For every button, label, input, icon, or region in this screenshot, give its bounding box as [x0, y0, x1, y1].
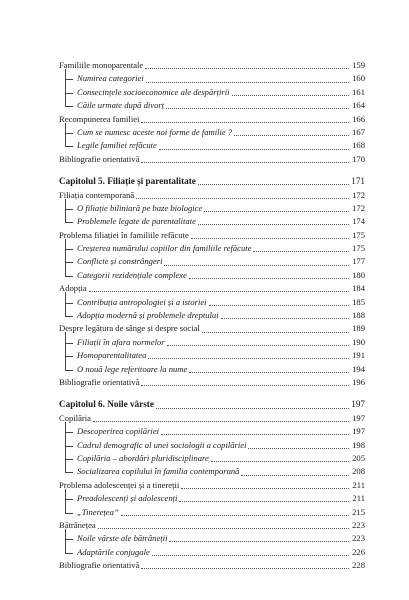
tree-tick	[65, 459, 73, 460]
toc-page-number: 228	[352, 560, 365, 571]
toc-section-entry[interactable]	[59, 113, 365, 126]
tree-tick	[65, 472, 73, 473]
toc-entry-title: Filiații în afara normelor	[77, 336, 165, 347]
toc-subsection-entry[interactable]	[59, 72, 365, 85]
tree-tick	[65, 539, 73, 540]
dot-leader	[141, 568, 349, 569]
toc-subsection-entry[interactable]	[59, 309, 365, 322]
toc-entry-title: Consecințele socioeconomice ale despărțirii	[77, 86, 230, 97]
toc-entry-title: Adopția	[59, 283, 87, 294]
toc-page-number: 185	[352, 296, 365, 307]
toc-subsection-entry[interactable]	[59, 202, 365, 215]
tree-bracket	[65, 292, 66, 317]
dot-leader	[148, 358, 349, 359]
toc-page-number: 168	[352, 140, 365, 151]
dot-leader	[198, 224, 349, 225]
toc-entry-title: Recompunerea familiei	[59, 113, 140, 124]
toc-page-number: 164	[352, 100, 365, 111]
toc-page-number: 180	[352, 269, 365, 280]
tree-tick	[65, 106, 73, 107]
toc-entry-title: Conflicte și constrângeri	[77, 256, 163, 267]
toc-entry-title: Copilăria – abordări pluridisciplinare	[77, 452, 209, 463]
tree-tick	[65, 303, 73, 304]
toc-subsection-entry[interactable]	[59, 532, 365, 545]
toc-page-number: 161	[352, 86, 365, 97]
toc-entry-title: Homoparentalitatea	[77, 350, 147, 361]
toc-entry-title: Descoperirea copilăriei	[77, 426, 160, 437]
toc-entry-title: Filiația contemporană	[59, 189, 135, 200]
tree-tick	[65, 343, 73, 344]
dot-leader	[191, 238, 349, 239]
tree-tick	[65, 133, 73, 134]
toc-entry-title: Problema adolescenței și a tinereții	[59, 479, 180, 490]
toc-subsection-entry[interactable]	[59, 255, 365, 268]
section-gap	[59, 166, 365, 175]
toc-entry-title: Familiile monoparentale	[59, 60, 144, 70]
toc-subsection-entry[interactable]	[59, 139, 365, 152]
dot-leader	[167, 345, 349, 346]
toc-section-entry[interactable]	[59, 153, 365, 166]
dot-leader	[241, 475, 349, 476]
dot-leader	[204, 211, 349, 212]
toc-subsection-entry[interactable]	[59, 492, 365, 505]
dot-leader	[161, 434, 349, 435]
toc-entry-title: Socializarea copilului în familia contemporană	[77, 466, 240, 477]
toc-entry-title: Numirea categoriei	[77, 73, 144, 84]
dot-leader	[141, 122, 349, 123]
toc-entry-title: Bătrânețea	[59, 519, 96, 530]
dot-leader	[221, 318, 349, 319]
toc-page-number: 226	[352, 546, 365, 557]
tree-bracket	[65, 69, 66, 107]
toc-entry-title: Capitolul 5. Filiație și parentalitate	[59, 176, 196, 187]
dot-leader	[232, 95, 349, 96]
toc-section-entry[interactable]	[59, 519, 365, 532]
toc-section-entry[interactable]	[59, 559, 365, 572]
toc-entry-title: Creșterea numărului copiilor din familiile refăcute	[77, 243, 252, 254]
dot-leader	[189, 372, 349, 373]
tree-tick	[65, 209, 73, 210]
dot-leader	[189, 278, 349, 279]
tree-tick	[65, 79, 73, 80]
toc-page-number: 194	[352, 363, 365, 374]
toc-section-entry[interactable]	[59, 282, 365, 295]
toc-entry-title: O nouă lege referitoare la nume	[77, 363, 188, 374]
toc-entry-title: Problemele legate de parentalitate	[77, 216, 196, 227]
dot-leader	[211, 461, 349, 462]
toc-subsection-entry[interactable]	[59, 349, 365, 362]
toc-entry-title: O filiație biliniară pe baze biologice	[77, 202, 203, 213]
dot-leader	[202, 332, 349, 333]
tree-tick	[65, 432, 73, 433]
tree-tick	[65, 446, 73, 447]
toc-page-number: 211	[352, 493, 365, 504]
dot-leader	[234, 135, 349, 136]
tree-tick	[65, 553, 73, 554]
toc-page-number: 190	[352, 336, 365, 347]
toc-entry-title: Bibliografie orientativă	[59, 376, 140, 387]
toc-entry-title: Capitolul 6. Noile vârste	[59, 399, 154, 410]
toc-page-number: 174	[352, 216, 365, 227]
toc-page-number: 189	[352, 323, 365, 334]
toc-subsection-entry[interactable]	[59, 242, 365, 255]
dot-leader	[141, 162, 349, 163]
toc-entry-title: Contribuția antropologiei și a istoriei	[77, 296, 207, 307]
toc-entry-title: Căile urmate după divorț	[77, 100, 165, 111]
tree-bracket	[65, 489, 66, 514]
toc-section-entry[interactable]	[59, 229, 365, 242]
toc-entry-title: Copilăria	[59, 412, 91, 423]
dot-leader	[136, 198, 349, 199]
dot-leader	[93, 421, 349, 422]
dot-leader	[198, 184, 349, 185]
toc-page-number: 188	[352, 310, 365, 321]
dot-leader	[89, 291, 349, 292]
tree-tick	[65, 499, 73, 500]
dot-leader	[169, 541, 349, 542]
dot-leader	[146, 82, 349, 83]
toc-entry-title: Problema filiației în familiile refăcute	[59, 229, 189, 240]
tree-tick	[65, 276, 73, 277]
dot-leader	[179, 501, 349, 502]
toc-page-number: 160	[352, 73, 365, 84]
tree-tick	[65, 513, 73, 514]
tree-tick	[65, 93, 73, 94]
toc-entry-title: Bibliografie orientativă	[59, 153, 140, 164]
dot-leader	[156, 408, 349, 409]
toc-section-entry[interactable]	[59, 479, 365, 492]
toc-page-number: 172	[352, 189, 365, 200]
toc-page-number: 208	[352, 466, 365, 477]
dot-leader	[141, 385, 349, 386]
dot-leader	[145, 68, 349, 69]
toc-entry-title: Adopția modernă și problemele dreptului	[77, 310, 219, 321]
toc-page-number: 223	[352, 533, 365, 544]
tree-tick	[65, 262, 73, 263]
toc-page-number: 196	[352, 376, 365, 387]
section-gap	[59, 389, 365, 398]
tree-bracket	[65, 123, 66, 147]
toc-page-number: 159	[352, 60, 365, 70]
toc-page-number: 197	[352, 412, 365, 423]
toc-entry-title: Legile familiei refăcute	[77, 140, 157, 151]
toc-subsection-entry[interactable]	[59, 86, 365, 99]
toc-page-number: 211	[352, 479, 365, 490]
toc-section-entry[interactable]	[59, 59, 365, 72]
toc-page-number: 177	[352, 256, 365, 267]
toc-entry-title: Noile vârste ale bătrâneții	[77, 533, 168, 544]
toc-subsection-entry[interactable]	[59, 363, 365, 376]
toc-subsection-entry[interactable]	[59, 99, 365, 112]
toc-entry-title: Despre legătura de sânge și despre social	[59, 323, 200, 334]
toc-entry-title: „Tinerețea”	[77, 506, 119, 517]
toc-subsection-entry[interactable]	[59, 546, 365, 559]
toc-page-number: 166	[352, 113, 365, 124]
toc-page-number: 184	[352, 283, 365, 294]
dot-leader	[152, 555, 349, 556]
toc-subsection-entry[interactable]	[59, 269, 365, 282]
toc-section-entry[interactable]	[59, 412, 365, 425]
toc-subsection-entry[interactable]	[59, 452, 365, 465]
toc-subsection-entry[interactable]	[59, 465, 365, 478]
toc-page-number: 175	[352, 229, 365, 240]
tree-tick	[65, 249, 73, 250]
dot-leader	[98, 528, 349, 529]
dot-leader	[181, 488, 349, 489]
toc-page-number: 172	[352, 202, 365, 213]
tree-bracket	[65, 332, 66, 371]
toc-page-number: 167	[352, 126, 365, 137]
toc-entry-title: Cadrul demografic al unei sociologii a copilăriei	[77, 439, 247, 450]
toc-entry-title: Categorii rezidențiale complexe	[77, 269, 187, 280]
toc-section-entry[interactable]	[59, 189, 365, 202]
dot-leader	[166, 108, 349, 109]
toc-subsection-entry[interactable]	[59, 126, 365, 139]
dot-leader	[248, 448, 349, 449]
toc-subsection-entry[interactable]	[59, 296, 365, 309]
dot-leader	[159, 149, 349, 150]
tree-bracket	[65, 529, 66, 554]
tree-bracket	[65, 199, 66, 223]
toc-page-number: 197	[352, 426, 365, 437]
toc-entry-title: Bibliografie orientativă	[59, 560, 140, 571]
dot-leader	[164, 265, 349, 266]
tree-tick	[65, 146, 73, 147]
toc-section-entry[interactable]	[59, 322, 365, 335]
toc-page-number: 198	[352, 439, 365, 450]
toc-entry-title: Adaptările conjugale	[77, 546, 150, 557]
toc-subsection-entry[interactable]	[59, 215, 365, 228]
toc-page-number: 170	[352, 153, 365, 164]
toc-page-number: 205	[352, 452, 365, 463]
tree-bracket	[65, 422, 66, 473]
toc-entry-title: Preadolescenți și adolescenți	[77, 493, 178, 504]
tree-tick	[65, 370, 73, 371]
toc-subsection-entry[interactable]	[59, 336, 365, 349]
dot-leader	[253, 251, 349, 252]
toc-page-number: 215	[352, 506, 365, 517]
toc-page-number: 175	[352, 243, 365, 254]
toc-subsection-entry[interactable]	[59, 425, 365, 438]
toc-section-entry[interactable]	[59, 376, 365, 389]
toc-page-number: 171	[351, 176, 365, 187]
toc-page-number: 223	[352, 519, 365, 530]
tree-tick	[65, 316, 73, 317]
toc-chapter-entry[interactable]	[59, 398, 365, 411]
toc-page-number: 191	[352, 350, 365, 361]
dot-leader	[209, 305, 349, 306]
dot-leader	[121, 515, 349, 516]
toc-page-number: 197	[351, 399, 365, 410]
tree-bracket	[65, 239, 66, 277]
tree-tick	[65, 356, 73, 357]
toc-subsection-entry[interactable]	[59, 506, 365, 519]
toc-subsection-entry[interactable]	[59, 439, 365, 452]
toc-entry-title: Cum se numesc aceste noi forme de familie ?	[77, 126, 233, 137]
table-of-contents	[59, 59, 365, 572]
toc-chapter-entry[interactable]	[59, 175, 365, 188]
tree-tick	[65, 222, 73, 223]
